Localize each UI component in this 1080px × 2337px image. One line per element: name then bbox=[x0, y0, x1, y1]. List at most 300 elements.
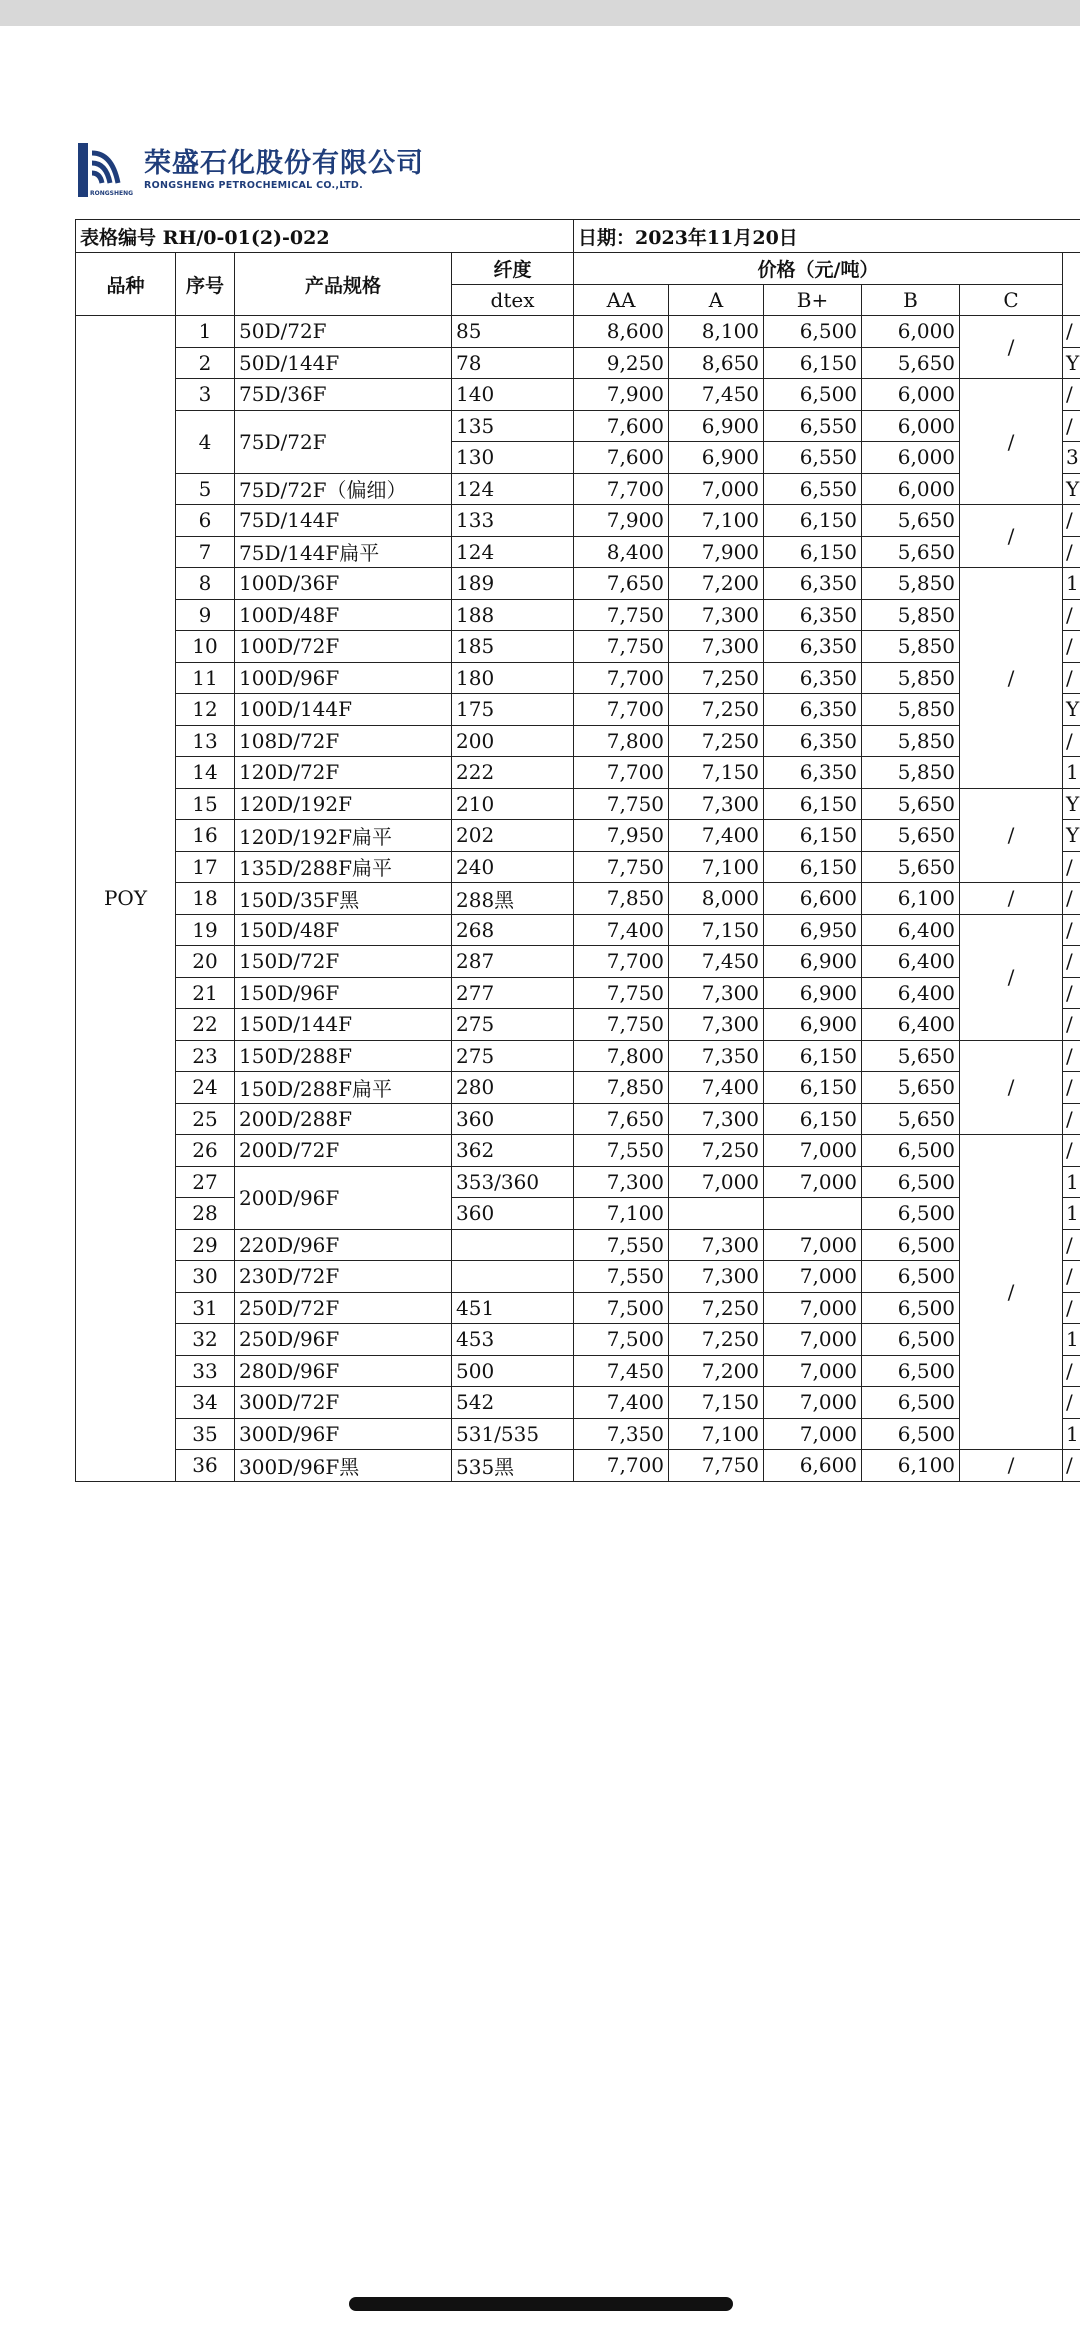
price-a-cell: 7,400 bbox=[669, 1072, 764, 1104]
price-bplus-cell: 6,600 bbox=[764, 1450, 862, 1482]
price-a-cell: 7,250 bbox=[669, 662, 764, 694]
table-row bbox=[76, 536, 1080, 568]
seq-cell: 7 bbox=[176, 536, 235, 568]
extra-cell: / bbox=[1063, 883, 1080, 915]
price-aa-cell: 7,700 bbox=[574, 757, 669, 789]
dtex-cell: 175 bbox=[452, 694, 574, 726]
dtex-cell: 188 bbox=[452, 599, 574, 631]
extra-cell: Y bbox=[1063, 694, 1080, 726]
spec-cell: 75D/144F bbox=[235, 505, 452, 537]
header-grade-c: C bbox=[960, 285, 1063, 316]
price-b-cell: 5,650 bbox=[862, 851, 960, 883]
price-b-cell: 5,650 bbox=[862, 1103, 960, 1135]
extra-cell: / bbox=[1063, 1450, 1080, 1482]
price-a-cell bbox=[669, 1198, 764, 1230]
price-bplus-cell: 6,150 bbox=[764, 505, 862, 537]
dtex-cell: 362 bbox=[452, 1135, 574, 1167]
spec-cell: 250D/72F bbox=[235, 1292, 452, 1324]
price-b-cell: 5,650 bbox=[862, 347, 960, 379]
price-aa-cell: 7,700 bbox=[574, 473, 669, 505]
table-row bbox=[76, 820, 1080, 852]
spec-cell: 75D/72F bbox=[235, 410, 452, 473]
seq-cell: 5 bbox=[176, 473, 235, 505]
price-bplus-cell: 6,550 bbox=[764, 410, 862, 442]
spec-cell: 150D/35F黑 bbox=[235, 883, 452, 915]
company-name-cn: 荣盛石化股份有限公司 bbox=[144, 147, 424, 179]
table-row bbox=[76, 662, 1080, 694]
table-row bbox=[76, 1229, 1080, 1261]
price-aa-cell: 7,600 bbox=[574, 442, 669, 474]
table-row bbox=[76, 1355, 1080, 1387]
price-a-cell: 7,150 bbox=[669, 1387, 764, 1419]
price-bplus-cell: 7,000 bbox=[764, 1324, 862, 1356]
price-b-cell: 5,850 bbox=[862, 757, 960, 789]
extra-cell: / bbox=[1063, 851, 1080, 883]
extra-cell: / bbox=[1063, 725, 1080, 757]
price-aa-cell: 7,750 bbox=[574, 788, 669, 820]
extra-cell: / bbox=[1063, 1355, 1080, 1387]
price-c-cell: / bbox=[960, 788, 1063, 883]
price-aa-cell: 8,600 bbox=[574, 316, 669, 348]
price-bplus-cell: 6,500 bbox=[764, 316, 862, 348]
price-aa-cell: 7,600 bbox=[574, 410, 669, 442]
price-a-cell: 7,300 bbox=[669, 1261, 764, 1293]
dtex-cell: 185 bbox=[452, 631, 574, 663]
dtex-cell: 360 bbox=[452, 1103, 574, 1135]
dtex-cell: 280 bbox=[452, 1072, 574, 1104]
table-row bbox=[76, 1103, 1080, 1135]
extra-cell: / bbox=[1063, 1103, 1080, 1135]
spec-cell: 300D/96F黑 bbox=[235, 1450, 452, 1482]
spec-cell: 300D/96F bbox=[235, 1418, 452, 1450]
price-b-cell: 6,000 bbox=[862, 379, 960, 411]
price-aa-cell: 7,850 bbox=[574, 883, 669, 915]
price-a-cell: 7,300 bbox=[669, 599, 764, 631]
price-b-cell: 6,500 bbox=[862, 1166, 960, 1198]
price-b-cell: 6,500 bbox=[862, 1418, 960, 1450]
price-a-cell: 7,200 bbox=[669, 568, 764, 600]
price-bplus-cell: 7,000 bbox=[764, 1292, 862, 1324]
price-aa-cell: 7,750 bbox=[574, 1009, 669, 1041]
extra-cell: Y bbox=[1063, 347, 1080, 379]
price-b-cell: 6,000 bbox=[862, 410, 960, 442]
price-aa-cell: 7,550 bbox=[574, 1229, 669, 1261]
price-a-cell: 7,250 bbox=[669, 1292, 764, 1324]
price-aa-cell: 7,950 bbox=[574, 820, 669, 852]
spec-cell: 300D/72F bbox=[235, 1387, 452, 1419]
table-row bbox=[76, 946, 1080, 978]
price-aa-cell: 7,750 bbox=[574, 851, 669, 883]
spec-cell: 150D/72F bbox=[235, 946, 452, 978]
price-c-cell: / bbox=[960, 505, 1063, 568]
extra-cell: / bbox=[1063, 1135, 1080, 1167]
header-price: 价格（元/吨） bbox=[574, 253, 1063, 285]
price-c-cell: / bbox=[960, 914, 1063, 1040]
price-bplus-cell: 6,150 bbox=[764, 536, 862, 568]
seq-cell: 22 bbox=[176, 1009, 235, 1041]
price-table-container bbox=[75, 219, 1080, 1526]
price-bplus-cell: 6,900 bbox=[764, 1009, 862, 1041]
dtex-cell: 124 bbox=[452, 473, 574, 505]
dtex-cell: 275 bbox=[452, 1009, 574, 1041]
dtex-cell bbox=[452, 1229, 574, 1261]
price-c-cell: / bbox=[960, 1135, 1063, 1450]
price-a-cell: 7,300 bbox=[669, 1009, 764, 1041]
seq-cell: 29 bbox=[176, 1229, 235, 1261]
spec-cell: 120D/192F扁平 bbox=[235, 820, 452, 852]
price-bplus-cell: 6,350 bbox=[764, 757, 862, 789]
seq-cell: 20 bbox=[176, 946, 235, 978]
extra-cell: / bbox=[1063, 316, 1080, 348]
price-b-cell: 6,500 bbox=[862, 1292, 960, 1324]
spec-cell: 230D/72F bbox=[235, 1261, 452, 1293]
price-b-cell: 6,400 bbox=[862, 1009, 960, 1041]
price-b-cell: 6,400 bbox=[862, 946, 960, 978]
price-b-cell: 6,400 bbox=[862, 977, 960, 1009]
extra-cell: 1 bbox=[1063, 1166, 1080, 1198]
price-a-cell: 7,000 bbox=[669, 473, 764, 505]
price-b-cell: 6,500 bbox=[862, 1355, 960, 1387]
price-bplus-cell: 7,000 bbox=[764, 1166, 862, 1198]
seq-cell: 18 bbox=[176, 883, 235, 915]
price-a-cell: 7,900 bbox=[669, 536, 764, 568]
price-b-cell: 5,650 bbox=[862, 788, 960, 820]
extra-cell: / bbox=[1063, 914, 1080, 946]
price-a-cell: 8,000 bbox=[669, 883, 764, 915]
spec-cell: 280D/96F bbox=[235, 1355, 452, 1387]
seq-cell: 36 bbox=[176, 1450, 235, 1482]
extra-cell: 1 bbox=[1063, 1324, 1080, 1356]
header-fineness: 纤度 bbox=[452, 253, 574, 285]
spec-cell: 250D/96F bbox=[235, 1324, 452, 1356]
price-bplus-cell: 6,350 bbox=[764, 725, 862, 757]
seq-cell: 13 bbox=[176, 725, 235, 757]
price-table bbox=[75, 219, 1080, 1482]
price-bplus-cell: 7,000 bbox=[764, 1355, 862, 1387]
extra-cell: 3 bbox=[1063, 442, 1080, 474]
company-name-en: RONGSHENG PETROCHEMICAL CO.,LTD. bbox=[144, 179, 363, 191]
dtex-cell: 210 bbox=[452, 788, 574, 820]
price-bplus-cell: 6,550 bbox=[764, 442, 862, 474]
dtex-cell: 353/360 bbox=[452, 1166, 574, 1198]
price-aa-cell: 7,850 bbox=[574, 1072, 669, 1104]
header-row-1 bbox=[76, 253, 1080, 285]
header-grade-aa: AA bbox=[574, 285, 669, 316]
table-row bbox=[76, 1198, 1080, 1230]
price-b-cell: 5,650 bbox=[862, 1040, 960, 1072]
price-b-cell: 6,000 bbox=[862, 473, 960, 505]
table-row bbox=[76, 1450, 1080, 1482]
price-b-cell: 5,850 bbox=[862, 694, 960, 726]
table-row bbox=[76, 725, 1080, 757]
price-b-cell: 6,100 bbox=[862, 883, 960, 915]
seq-cell: 2 bbox=[176, 347, 235, 379]
dtex-cell: 200 bbox=[452, 725, 574, 757]
extra-cell: / bbox=[1063, 1072, 1080, 1104]
table-row bbox=[76, 379, 1080, 411]
price-a-cell: 7,250 bbox=[669, 1135, 764, 1167]
dtex-cell: 78 bbox=[452, 347, 574, 379]
price-a-cell: 7,300 bbox=[669, 1103, 764, 1135]
price-b-cell: 6,000 bbox=[862, 442, 960, 474]
dtex-cell: 535黑 bbox=[452, 1450, 574, 1482]
price-bplus-cell: 6,350 bbox=[764, 631, 862, 663]
price-bplus-cell: 6,500 bbox=[764, 379, 862, 411]
dtex-cell: 130 bbox=[452, 442, 574, 474]
spec-cell: 150D/288F扁平 bbox=[235, 1072, 452, 1104]
table-row bbox=[76, 1261, 1080, 1293]
spec-cell: 120D/192F bbox=[235, 788, 452, 820]
seq-cell: 15 bbox=[176, 788, 235, 820]
price-b-cell: 6,500 bbox=[862, 1135, 960, 1167]
price-a-cell: 7,450 bbox=[669, 379, 764, 411]
table-row bbox=[76, 1387, 1080, 1419]
price-bplus-cell: 6,350 bbox=[764, 694, 862, 726]
price-aa-cell: 7,800 bbox=[574, 1040, 669, 1072]
spec-cell: 100D/36F bbox=[235, 568, 452, 600]
table-row bbox=[76, 410, 1080, 442]
price-aa-cell: 7,750 bbox=[574, 599, 669, 631]
extra-cell: / bbox=[1063, 1261, 1080, 1293]
extra-cell: / bbox=[1063, 946, 1080, 978]
price-bplus-cell: 7,000 bbox=[764, 1261, 862, 1293]
price-aa-cell: 7,400 bbox=[574, 914, 669, 946]
table-row bbox=[76, 473, 1080, 505]
seq-cell: 31 bbox=[176, 1292, 235, 1324]
spec-cell: 108D/72F bbox=[235, 725, 452, 757]
price-b-cell: 5,650 bbox=[862, 536, 960, 568]
spec-cell: 200D/288F bbox=[235, 1103, 452, 1135]
price-a-cell: 7,100 bbox=[669, 1418, 764, 1450]
spec-cell: 100D/72F bbox=[235, 631, 452, 663]
price-b-cell: 6,500 bbox=[862, 1229, 960, 1261]
price-b-cell: 6,000 bbox=[862, 316, 960, 348]
price-b-cell: 5,850 bbox=[862, 662, 960, 694]
price-aa-cell: 7,700 bbox=[574, 662, 669, 694]
seq-cell: 32 bbox=[176, 1324, 235, 1356]
seq-cell: 23 bbox=[176, 1040, 235, 1072]
table-row bbox=[76, 1292, 1080, 1324]
price-bplus-cell bbox=[764, 1198, 862, 1230]
price-a-cell: 7,450 bbox=[669, 946, 764, 978]
price-aa-cell: 7,750 bbox=[574, 977, 669, 1009]
extra-cell: 1 bbox=[1063, 1418, 1080, 1450]
price-c-cell: / bbox=[960, 316, 1063, 379]
price-bplus-cell: 6,150 bbox=[764, 820, 862, 852]
seq-cell: 9 bbox=[176, 599, 235, 631]
price-b-cell: 5,650 bbox=[862, 820, 960, 852]
extra-cell: / bbox=[1063, 1040, 1080, 1072]
svg-text:RONGSHENG: RONGSHENG bbox=[90, 190, 134, 197]
price-bplus-cell: 6,600 bbox=[764, 883, 862, 915]
price-bplus-cell: 6,150 bbox=[764, 1103, 862, 1135]
table-row bbox=[76, 851, 1080, 883]
price-bplus-cell: 6,350 bbox=[764, 599, 862, 631]
dtex-cell: 500 bbox=[452, 1355, 574, 1387]
price-aa-cell: 7,900 bbox=[574, 379, 669, 411]
price-aa-cell: 7,700 bbox=[574, 1450, 669, 1482]
dtex-cell bbox=[452, 1261, 574, 1293]
spec-cell: 100D/144F bbox=[235, 694, 452, 726]
form-code: 表格编号 RH/0-01(2)-022 bbox=[76, 220, 574, 253]
form-date: 日期：2023年11月20日 bbox=[574, 220, 1080, 253]
price-b-cell: 5,650 bbox=[862, 1072, 960, 1104]
table-row bbox=[76, 1324, 1080, 1356]
price-a-cell: 7,150 bbox=[669, 757, 764, 789]
price-bplus-cell: 6,550 bbox=[764, 473, 862, 505]
home-indicator[interactable] bbox=[349, 2297, 733, 2311]
dtex-cell: 140 bbox=[452, 379, 574, 411]
price-bplus-cell: 6,150 bbox=[764, 1072, 862, 1104]
table-row bbox=[76, 694, 1080, 726]
price-aa-cell: 7,500 bbox=[574, 1292, 669, 1324]
price-a-cell: 7,100 bbox=[669, 505, 764, 537]
spec-cell: 150D/288F bbox=[235, 1040, 452, 1072]
price-a-cell: 7,100 bbox=[669, 851, 764, 883]
extra-cell: / bbox=[1063, 977, 1080, 1009]
table-row bbox=[76, 1072, 1080, 1104]
seq-cell: 27 bbox=[176, 1166, 235, 1198]
price-bplus-cell: 7,000 bbox=[764, 1387, 862, 1419]
seq-cell: 4 bbox=[176, 410, 235, 473]
price-bplus-cell: 6,150 bbox=[764, 788, 862, 820]
extra-cell: 1 bbox=[1063, 757, 1080, 789]
price-b-cell: 6,500 bbox=[862, 1261, 960, 1293]
price-a-cell: 7,250 bbox=[669, 725, 764, 757]
seq-cell: 8 bbox=[176, 568, 235, 600]
table-row bbox=[76, 1166, 1080, 1198]
spec-cell: 75D/36F bbox=[235, 379, 452, 411]
seq-cell: 30 bbox=[176, 1261, 235, 1293]
dtex-cell: 85 bbox=[452, 316, 574, 348]
spec-cell: 75D/72F（偏细） bbox=[235, 473, 452, 505]
price-bplus-cell: 6,350 bbox=[764, 568, 862, 600]
header-grade-bplus: B+ bbox=[764, 285, 862, 316]
header-spec: 产品规格 bbox=[235, 253, 452, 316]
price-b-cell: 5,850 bbox=[862, 568, 960, 600]
header-grade-b: B bbox=[862, 285, 960, 316]
seq-cell: 19 bbox=[176, 914, 235, 946]
table-row bbox=[76, 347, 1080, 379]
price-bplus-cell: 6,150 bbox=[764, 347, 862, 379]
price-a-cell: 8,100 bbox=[669, 316, 764, 348]
price-c-cell: / bbox=[960, 568, 1063, 789]
price-bplus-cell: 6,900 bbox=[764, 977, 862, 1009]
seq-cell: 28 bbox=[176, 1198, 235, 1230]
header-extra bbox=[1063, 253, 1080, 316]
extra-cell: / bbox=[1063, 505, 1080, 537]
seq-cell: 24 bbox=[176, 1072, 235, 1104]
spec-cell: 120D/72F bbox=[235, 757, 452, 789]
spec-cell: 50D/72F bbox=[235, 316, 452, 348]
table-row bbox=[76, 316, 1080, 348]
price-aa-cell: 8,400 bbox=[574, 536, 669, 568]
table-row bbox=[76, 631, 1080, 663]
price-a-cell: 7,200 bbox=[669, 1355, 764, 1387]
price-bplus-cell: 6,150 bbox=[764, 851, 862, 883]
header-grade-a: A bbox=[669, 285, 764, 316]
extra-cell: 1 bbox=[1063, 568, 1080, 600]
spec-cell: 220D/96F bbox=[235, 1229, 452, 1261]
dtex-cell: 124 bbox=[452, 536, 574, 568]
company-header bbox=[78, 143, 424, 197]
extra-cell: / bbox=[1063, 1229, 1080, 1261]
table-row bbox=[76, 1009, 1080, 1041]
header-fineness-unit: dtex bbox=[452, 285, 574, 316]
price-a-cell: 7,250 bbox=[669, 1324, 764, 1356]
price-b-cell: 6,500 bbox=[862, 1324, 960, 1356]
table-row bbox=[76, 599, 1080, 631]
table-row bbox=[76, 883, 1080, 915]
spec-cell: 100D/48F bbox=[235, 599, 452, 631]
price-a-cell: 7,150 bbox=[669, 914, 764, 946]
seq-cell: 6 bbox=[176, 505, 235, 537]
dtex-cell: 275 bbox=[452, 1040, 574, 1072]
form-info-row bbox=[76, 220, 1080, 253]
table-row bbox=[76, 788, 1080, 820]
seq-cell: 10 bbox=[176, 631, 235, 663]
seq-cell: 16 bbox=[176, 820, 235, 852]
price-a-cell: 8,650 bbox=[669, 347, 764, 379]
price-bplus-cell: 7,000 bbox=[764, 1229, 862, 1261]
price-aa-cell: 9,250 bbox=[574, 347, 669, 379]
price-aa-cell: 7,700 bbox=[574, 946, 669, 978]
dtex-cell: 360 bbox=[452, 1198, 574, 1230]
price-a-cell: 6,900 bbox=[669, 410, 764, 442]
extra-cell: Y bbox=[1063, 820, 1080, 852]
price-a-cell: 7,300 bbox=[669, 1229, 764, 1261]
price-a-cell: 7,300 bbox=[669, 977, 764, 1009]
table-row bbox=[76, 914, 1080, 946]
price-aa-cell: 7,300 bbox=[574, 1166, 669, 1198]
extra-cell: / bbox=[1063, 631, 1080, 663]
price-aa-cell: 7,700 bbox=[574, 694, 669, 726]
price-bplus-cell: 6,350 bbox=[764, 662, 862, 694]
extra-cell: Y bbox=[1063, 473, 1080, 505]
table-row bbox=[76, 505, 1080, 537]
table-row bbox=[76, 757, 1080, 789]
seq-cell: 35 bbox=[176, 1418, 235, 1450]
extra-cell: / bbox=[1063, 410, 1080, 442]
spec-cell: 200D/96F bbox=[235, 1166, 452, 1229]
price-aa-cell: 7,350 bbox=[574, 1418, 669, 1450]
spec-cell: 50D/144F bbox=[235, 347, 452, 379]
seq-cell: 21 bbox=[176, 977, 235, 1009]
price-c-cell: / bbox=[960, 1450, 1063, 1482]
price-a-cell: 7,350 bbox=[669, 1040, 764, 1072]
dtex-cell: 287 bbox=[452, 946, 574, 978]
dtex-cell: 277 bbox=[452, 977, 574, 1009]
seq-cell: 3 bbox=[176, 379, 235, 411]
spec-cell: 100D/96F bbox=[235, 662, 452, 694]
dtex-cell: 451 bbox=[452, 1292, 574, 1324]
dtex-cell: 268 bbox=[452, 914, 574, 946]
spec-cell: 150D/96F bbox=[235, 977, 452, 1009]
table-row bbox=[76, 977, 1080, 1009]
price-bplus-cell: 7,000 bbox=[764, 1135, 862, 1167]
extra-cell: / bbox=[1063, 536, 1080, 568]
table-row bbox=[76, 1135, 1080, 1167]
table-row bbox=[76, 1040, 1080, 1072]
dtex-cell: 240 bbox=[452, 851, 574, 883]
extra-cell: / bbox=[1063, 379, 1080, 411]
dtex-cell: 531/535 bbox=[452, 1418, 574, 1450]
table-row bbox=[76, 1418, 1080, 1450]
price-c-cell: / bbox=[960, 883, 1063, 915]
seq-cell: 26 bbox=[176, 1135, 235, 1167]
seq-cell: 33 bbox=[176, 1355, 235, 1387]
price-b-cell: 6,100 bbox=[862, 1450, 960, 1482]
